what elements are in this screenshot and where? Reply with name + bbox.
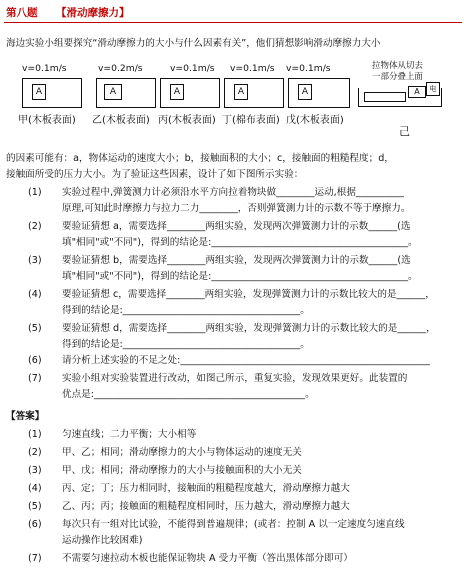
q-number: (6) [28,355,42,366]
label-ji: 己 [399,125,410,138]
block-a: A [170,84,184,100]
intro-line-1: 海边实验小组要探究“滑动摩擦力的大小与什么因素有关”，他们猜想影响滑动摩擦力大小 [6,38,381,49]
q-text: 实验过程中,弹簧测力计必须沿水平方向拉着物块做________运动,根据__________ [62,187,404,198]
intro-line-2: 的因素可能有：a，物体运动的速度大小；b，接触面积的大小；c，接触面的粗糙程度；d， [6,153,394,164]
speed-label-ding: v=0.1m/s [230,63,275,74]
q-text: 填"相同"或"不同")，得到的结论是:_________________________________________。 [62,237,418,248]
answer-text: 运动操作比较困难) [62,535,143,546]
answer-text: 甲、乙；相同；滑动摩擦力的大小与物体运动的速度无关 [62,447,302,458]
q-text: 优点是:____________________________________________。 [62,389,315,400]
label-yi: 乙(木板表面) [92,115,150,126]
apparatus-bing [160,78,220,108]
q-text: 要验证猜想 a，需要选择________两组实验，发现两次弹簧测力计的示数______(选 [62,221,411,232]
answer-number: (1) [28,429,42,440]
answer-number: (2) [28,447,42,458]
q-text: 填"相同"或"不同")，得到的结论是:_________________________________________。 [62,271,418,282]
block-a: A [234,84,248,100]
answer-text: 每次只有一组对比试验，不能得到普遍规律；(或者：控制 A 以一定速度匀速直线 [62,519,405,530]
question-number: 第八题 [6,7,38,19]
speed-label-wu: v=0.1m/s [286,63,331,74]
block-a: A [32,84,46,100]
questions-continued [0,356,466,416]
speed-label-yi: v=0.2m/s [98,63,143,74]
q-number: (3) [28,255,42,266]
q-text: 要验证猜想 d，需要选择________两组实验，发现弹簧测力计的示数比较大的是______， [62,323,436,334]
answer-text: 不需要匀速拉动木板也能保证物块 A 受力平衡（答出黑体部分即可） [62,553,353,564]
speed-label-bing: v=0.1m/s [170,63,215,74]
q-text: 要验证猜想 c，需要选择________两组实验，发现弹簧测力计的示数比较大的是______， [62,289,435,300]
answer-text: 匀速直线；二力平衡；大小相等 [62,429,197,440]
answers [0,430,466,570]
speed-label-jia: v=0.1m/s [22,63,67,74]
answer-text: 乙、丙；丙；接触面的粗糙程度相同时，压力越大，滑动摩擦力越大 [62,501,350,512]
question-title: 【滑动摩擦力】 [56,7,130,19]
q-text: 得到的结论是:_____________________________________。 [62,305,310,316]
header-rule [4,22,462,23]
q-number: (4) [28,289,42,300]
answer-number: (3) [28,465,42,476]
answer-text: 丙、定；丁；压力相同时，接触面的粗糙程度越大，滑动摩擦力越大 [62,483,350,494]
annotation-2: 一部分叠上面 [372,72,424,82]
intro-line-3: 接触面所受的压力大小。为了验证这些因素，设计了如下图所示实验： [6,169,304,180]
questions [0,188,466,368]
answer-text: 甲、戊；相同；滑动摩擦力的大小与接触面积的大小无关 [62,465,302,476]
block-a-ji: A [408,86,426,98]
motor-icon: 电 [426,82,440,96]
q-number: (1) [28,187,42,198]
q-text: 实验小组对实验装置进行改动，如图己所示，重复实验，发现效果更好。此装置的 [62,373,408,384]
q-text: 请分析上述实验的不足之处:____________________________________________________ [62,355,430,366]
experiment-figure [0,60,466,150]
q-number: (7) [28,373,42,384]
answer-number: (7) [28,553,42,564]
q-text: 要验证猜想 b，需要选择________两组实验，发现两次弹簧测力计的示数______(选 [62,255,411,266]
label-wu: 戊(木板表面) [286,115,344,126]
label-ding: 丁(棉布表面) [222,115,280,126]
q-text: 得到的结论是:_____________________________________。 [62,339,310,350]
answer-number: (5) [28,501,42,512]
q-text: 原理,可知此时摩擦力与拉力二力________，否则弹簧测力计的示数不等于摩擦力。 [62,203,411,214]
annotation-1: 拉物体从切去 [372,61,424,71]
answer-number: (6) [28,519,42,530]
apparatus-ding [224,78,284,108]
label-jia: 甲(木板表面) [18,115,76,126]
answers-heading: 【答案】 [6,411,45,422]
answer-number: (4) [28,483,42,494]
apparatus-jia [22,78,82,108]
block-a: A [298,84,312,100]
q-number: (5) [28,323,42,334]
board [364,92,406,102]
label-bing: 丙(木板表面) [158,115,216,126]
q-number: (2) [28,221,42,232]
block-a: A [104,84,122,100]
